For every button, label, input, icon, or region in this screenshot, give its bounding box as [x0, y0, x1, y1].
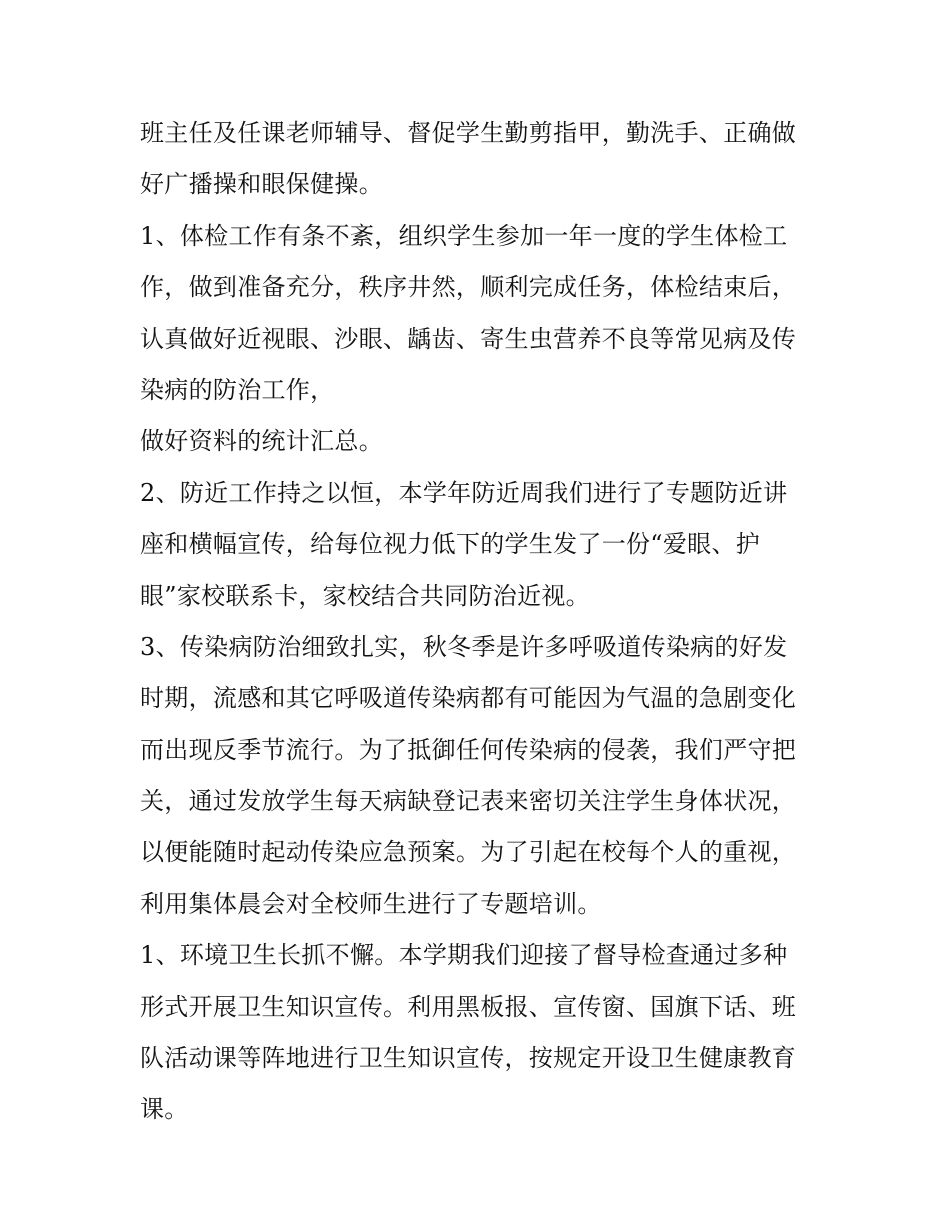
text-line: 染病的防治工作， — [140, 375, 335, 404]
body-text — [140, 108, 830, 1136]
text-line: 队活动课等阵地进行卫生知识宣传，按规定开设卫生健康教育 — [140, 1044, 797, 1073]
text-line: 形式开展卫生知识宣传。利用黑板报、宣传窗、国旗下话、班 — [140, 992, 797, 1021]
text-line: 2、防近工作持之以恒，本学年防近周我们进行了专题防近讲 — [140, 478, 788, 507]
text-line: 而出现反季节流行。为了抵御任何传染病的侵袭，我们严守把 — [140, 735, 797, 764]
text-line: 3、传染病防治细致扎实，秋冬季是许多呼吸道传染病的好发 — [140, 632, 788, 661]
text-line: 时期，流感和其它呼吸道传染病都有可能因为气温的急剧变化 — [140, 684, 797, 713]
text-line: 利用集体晨会对全校师生进行了专题培训。 — [140, 889, 602, 918]
text-line: 课。 — [140, 1095, 189, 1124]
text-line: 1、体检工作有条不紊，组织学生参加一年一度的学生体检工 — [140, 221, 788, 250]
text-line: 1、环境卫生长抓不懈。本学期我们迎接了督导检查通过多种 — [140, 941, 788, 970]
text-line: 班主任及任课老师辅导、督促学生勤剪指甲，勤洗手、正确做 — [140, 119, 797, 147]
text-line: 好广播操和眼保健操。 — [140, 170, 383, 199]
text-line: 座和横幅宣传，给每位视力低下的学生发了一份“爱眼、护 — [140, 530, 761, 559]
text-line: 认真做好近视眼、沙眼、龋齿、寄生虫营养不良等常见病及传 — [140, 324, 797, 353]
text-line: 做好资料的统计汇总。 — [140, 427, 383, 456]
text-line: 以便能随时起动传染应急预案。为了引起在校每个人的重视， — [140, 838, 797, 867]
text-line: 作，做到准备充分，秩序井然，顺利完成任务，体检结束后， — [140, 273, 797, 302]
text-line: 眼”家校联系卡，家校结合共同防治近视。 — [140, 581, 590, 610]
text-line: 关，通过发放学生每天病缺登记表来密切关注学生身体状况， — [140, 787, 797, 816]
